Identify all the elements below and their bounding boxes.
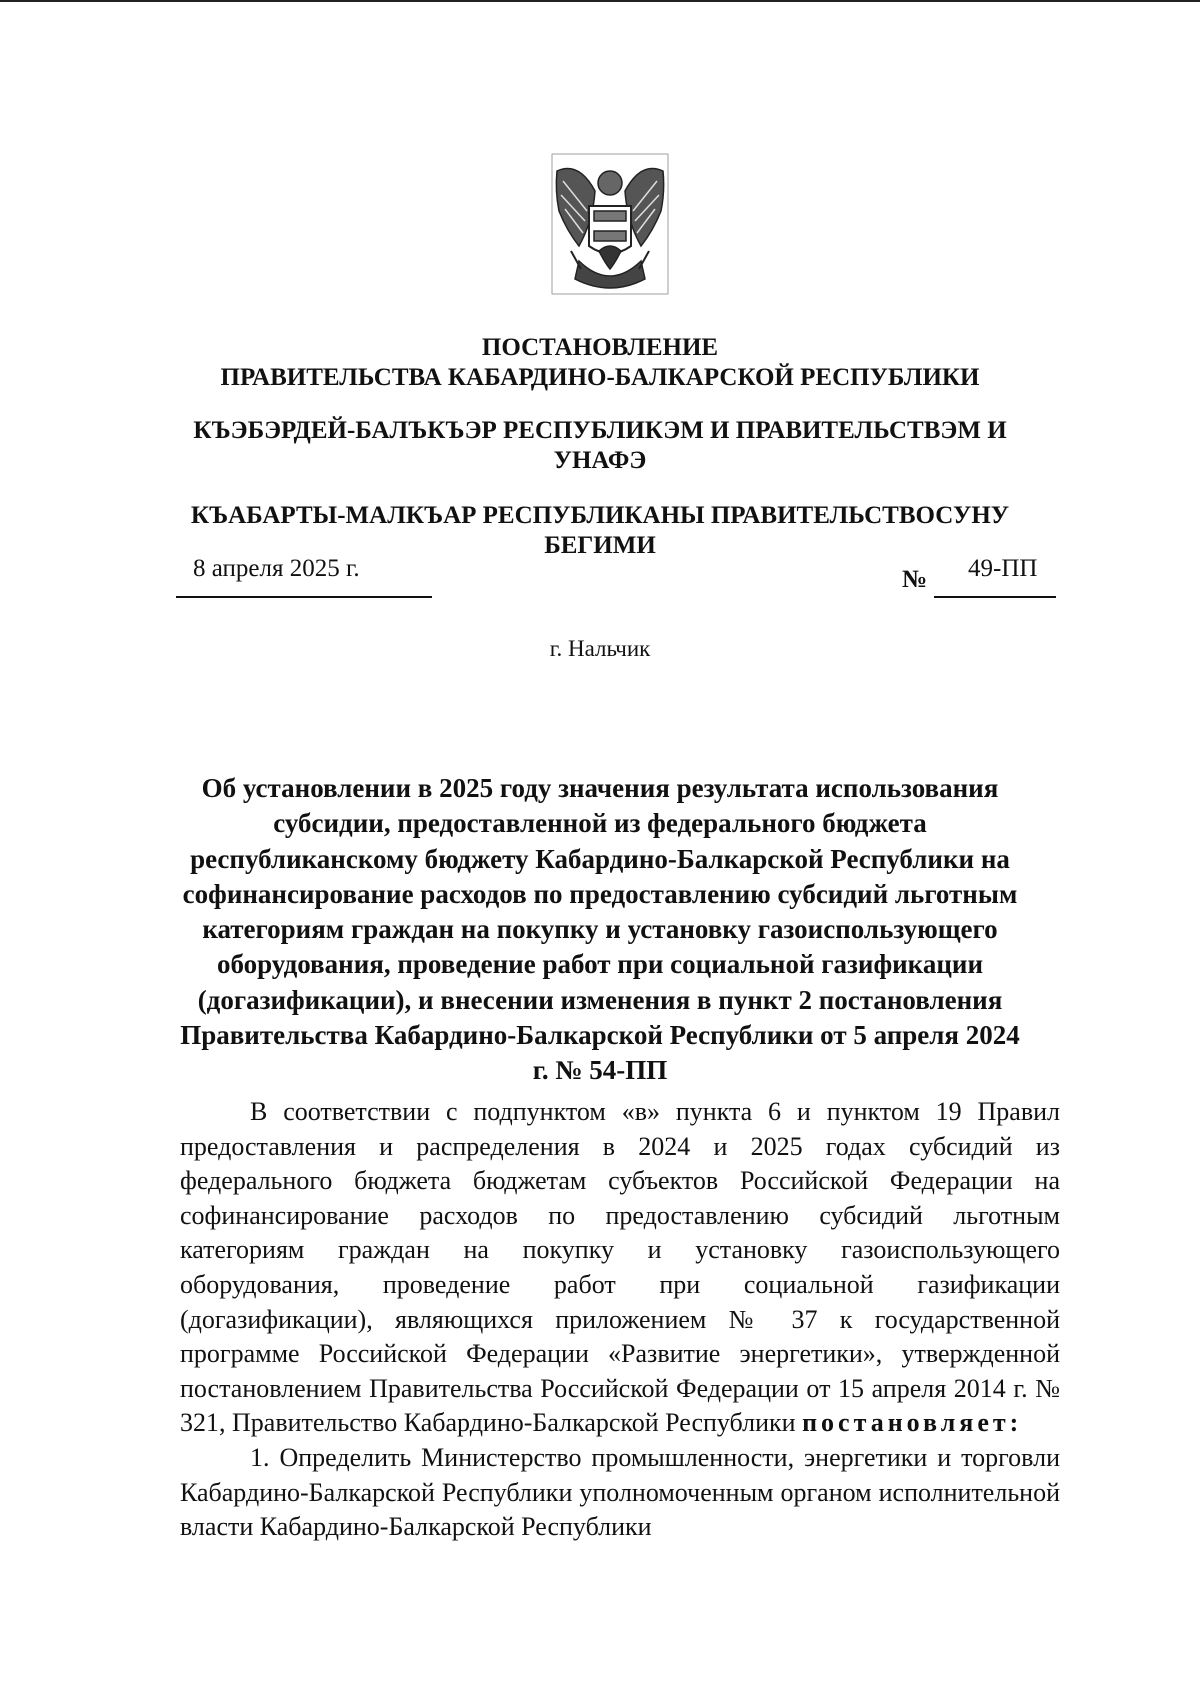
preamble-text: В соответствии с подпунктом «в» пункта 6 и пунктом 19 Правил предоставления и распределения в 2024 и 2025 годах субсидий из федерального бюджета бюджетам субъектов Российской Федерации на софинансирование расходов по предоставлению субсидий льготным категориям граждан на покупку и установку газоиспользующего оборудования, проведение работ при социальной газификации (догазификации), являющихся приложением № 37 к государственной программе Российской Федерации «Развитие энергетики», утвержденной постановлением Правительства Российской Федерации от 15 апреля 2014 г. № 321, Правительство Кабардино-Балкарской Республики bbox=[180, 1097, 1060, 1438]
number-sign: № bbox=[902, 566, 928, 593]
date-underline bbox=[176, 596, 432, 598]
top-border bbox=[0, 0, 1200, 2]
decree-word: постановляет: bbox=[802, 1408, 1023, 1438]
number-underline bbox=[934, 596, 1056, 598]
heading-line-2: ПРАВИТЕЛЬСТВА КАБАРДИНО-БАЛКАРСКОЙ РЕСПУБЛИКИ bbox=[220, 364, 980, 391]
heading-kabardian: КЪЭБЭРДЕЙ-БАЛЪКЪЭР РЕСПУБЛИКЭМ И ПРАВИТЕЛЬСТВЭМ И УНАФЭ bbox=[193, 417, 1007, 474]
coat-of-arms-icon bbox=[549, 151, 671, 297]
document-date: 8 апреля 2025 г. bbox=[193, 555, 360, 582]
preamble-paragraph bbox=[180, 1095, 1060, 1441]
heading-balkar: КЪАБАРТЫ-МАЛКЪАР РЕСПУБЛИКАНЫ ПРАВИТЕЛЬСТВОСУНУ БЕГИМИ bbox=[190, 502, 1010, 559]
document-title: Об установлении в 2025 году значения результата использования субсидии, предоставленной из федерального бюджета республиканскому бюджету Кабардино-Балкарской Республики на софинансирование расходов по предоставлению субсидий льготным категориям граждан на покупку и установку газоиспользующего оборудования, проведение работ при социальной газификации (догазификации), и внесении изменения в пункт 2 постановления Правительства Кабардино-Балкарской Республики от 5 апреля 2024 г. № 54-ПП bbox=[180, 773, 1020, 1086]
city: г. Нальчик bbox=[549, 636, 651, 661]
document-type-heading bbox=[180, 333, 1020, 393]
document-number: 49-ПП bbox=[968, 555, 1038, 582]
heading-line-1: ПОСТАНОВЛЕНИЕ bbox=[481, 334, 719, 361]
item-1-paragraph: 1. Определить Министерство промышленности, энергетики и торговли Кабардино-Балкарской Республики уполномоченным органом исполнительной власти Кабардино-Балкарской Республики bbox=[180, 1442, 1060, 1542]
document-body bbox=[180, 1095, 1060, 1545]
